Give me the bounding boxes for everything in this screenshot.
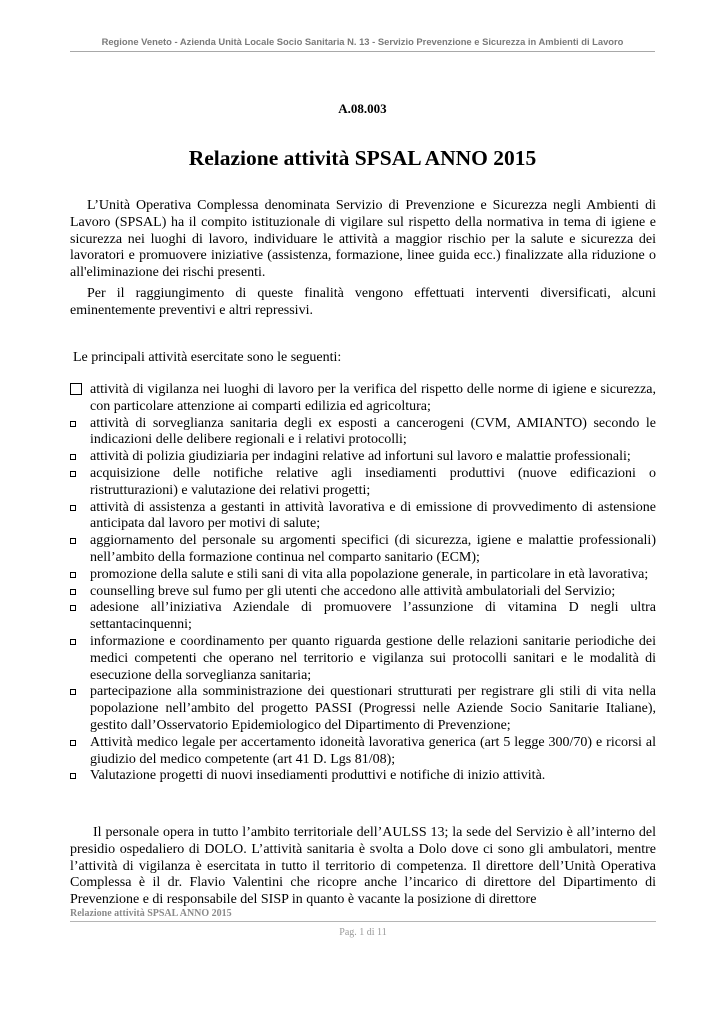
- square-bullet-icon: [70, 538, 76, 544]
- list-item-text: promozione della salute e stili sani di vita alla popolazione generale, in particolare in età lavorativa;: [90, 566, 649, 582]
- list-item-text: acquisizione delle notifiche relative agli insediamenti produttivi (nuove edificazioni o ristrutturazioni) e valutazione dei relativi progetti;: [90, 465, 656, 498]
- square-bullet-icon: [70, 471, 76, 477]
- list-item: [70, 600, 656, 634]
- list-item: [70, 634, 656, 684]
- page-number: Pag. 1 di 11: [339, 927, 387, 938]
- list-item: [70, 768, 656, 785]
- list-item-text: Attività medico legale per accertamento idoneità lavorativa generica (art 5 legge 300/70) e ricorsi al giudizio del medico competente (art 41 D. Lgs 81/08);: [90, 734, 656, 767]
- list-item-text: counselling breve sul fumo per gli utenti che accedono alle attività ambulatoriali del Servizio;: [90, 583, 616, 599]
- intro-paragraph: L’Unità Operativa Complessa denominata Servizio di Prevenzione e Sicurezza negli Ambienti di Lavoro (SPSAL) ha il compito istituzionale di vigilare sul rispetto della normativa in tema di igiene e sicurezza nei luoghi di lavoro, individuare le attività a maggior rischio per la salute e sicurezza dei lavoratori e promuovere iniziative (assistenza, formazione, linee guida ecc.) finalizzate alla riduzione o all'eliminazione dei rischi presenti.: [70, 198, 656, 281]
- list-item-text: attività di assistenza a gestanti in attività lavorativa e di emissione di provvedimento di astensione anticipata dal lavoro per motivi di salute;: [90, 499, 656, 532]
- list-item: [70, 500, 656, 534]
- list-item-text: Valutazione progetti di nuovi insediamenti produttivi e notifiche di inizio attività.: [90, 768, 546, 784]
- checkbox-bullet-icon: [70, 383, 82, 395]
- activities-intro: Le principali attività esercitate sono le seguenti:: [73, 350, 342, 365]
- square-bullet-icon: [70, 421, 76, 427]
- list-item-text: attività di polizia giudiziaria per indagini relative ad infortuni sul lavoro e malattie professionali;: [90, 449, 631, 465]
- square-bullet-icon: [70, 689, 76, 695]
- list-item: [70, 449, 656, 466]
- list-item: [70, 466, 656, 500]
- square-bullet-icon: [70, 639, 76, 645]
- document-code: A.08.003: [338, 101, 387, 116]
- list-item-text: attività di vigilanza nei luoghi di lavoro per la verifica del rispetto delle norme di igiene e sicurezza, con particolare attenzione ai comparti edilizia ed agricoltura;: [90, 382, 656, 414]
- list-item: [70, 584, 656, 601]
- square-bullet-icon: [70, 505, 76, 511]
- page-header: Regione Veneto - Azienda Unità Locale Socio Sanitaria N. 13 - Servizio Prevenzione e Sicurezza in Ambienti di Lavoro: [101, 36, 624, 47]
- list-item: [70, 567, 656, 584]
- square-bullet-icon: [70, 773, 76, 779]
- footer-title: Relazione attività SPSAL ANNO 2015: [70, 908, 232, 919]
- list-item-text: partecipazione alla somministrazione dei questionari strutturati per registrare gli stili di vita nella popolazione nell’ambito del progetto PASSI (Progressi nelle Aziende Socio Sanitarie Italiane), gestito dall’Osservatorio Epidemiologico del Dipartimento di Prevenzione;: [90, 684, 656, 733]
- list-item: [70, 416, 656, 450]
- square-bullet-icon: [70, 740, 76, 746]
- square-bullet-icon: [70, 605, 76, 611]
- list-item-text: attività di sorveglianza sanitaria degli ex esposti a cancerogeni (CVM, AMIANTO) secondo le indicazioni delle delibere regionali e i relativi protocolli;: [90, 415, 656, 448]
- second-paragraph: Per il raggiungimento di queste finalità vengono effettuati interventi diversificati, alcuni eminentemente preventivi e altri repressivi.: [70, 286, 656, 318]
- footer-divider: [70, 921, 656, 922]
- list-item: [70, 735, 656, 769]
- document-title: Relazione attività SPSAL ANNO 2015: [188, 146, 537, 170]
- list-item-text: adesione all’iniziativa Aziendale di promuovere l’assunzione di vitamina D negli ultra settantacinquenni;: [90, 600, 656, 633]
- square-bullet-icon: [70, 454, 76, 460]
- list-item: [70, 382, 656, 416]
- list-item-text: informazione e coordinamento per quanto riguarda gestione delle relazioni sanitarie periodiche dei medici competenti che operano nel territorio e vigilanza sui protocolli sanitari e le modalità di esecuzione della sorveglianza sanitaria;: [90, 633, 656, 683]
- square-bullet-icon: [70, 589, 76, 595]
- list-item: [70, 684, 656, 734]
- square-bullet-icon: [70, 572, 76, 578]
- activities-list: [70, 382, 656, 785]
- header-divider: [70, 51, 655, 52]
- closing-paragraph: Il personale opera in tutto l’ambito territoriale dell’AULSS 13; la sede del Servizio è all’interno del presidio ospedaliero di DOLO. L’attività sanitaria è svolta a Dolo dove ci sono gli ambulatori, mentre l’attività di vigilanza è esercitata in tutto il territorio di competenza. Il direttore dell’Unità Operativa Complessa è il dr. Flavio Valentini che ricopre anche l’incarico di direttore del Dipartimento di Prevenzione e di responsabile del SISP in quanto è vacante la posizione di direttore: [70, 825, 656, 908]
- list-item-text: aggiornamento del personale su argomenti specifici (di sicurezza, igiene e malattie professionali) nell’ambito della formazione continua nel comparto sanitario (ECM);: [90, 533, 656, 565]
- list-item: [70, 533, 656, 567]
